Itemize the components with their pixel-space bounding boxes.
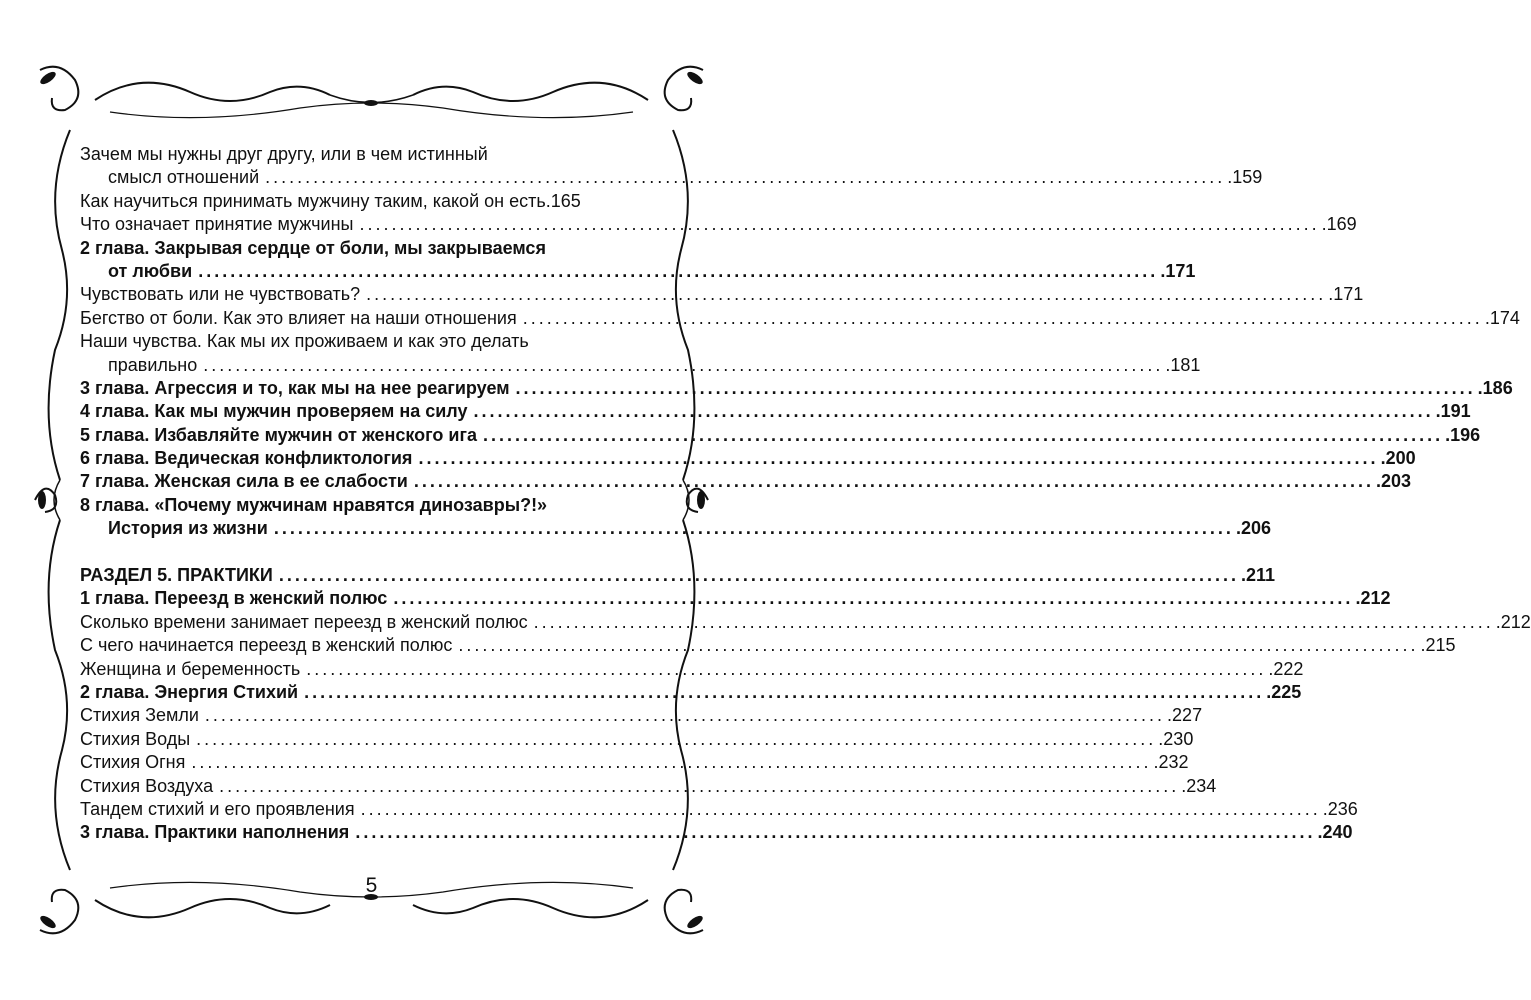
toc-leader-dots: ........................................................................................................................ <box>458 635 1419 656</box>
toc-leader-dots: ........................................................................................................................ <box>533 611 1494 632</box>
toc-entry-title: Что означает принятие мужчины <box>80 214 354 235</box>
toc-leader-dots: ........................................................................................................................ <box>366 284 1327 305</box>
toc-entry-title: 4 глава. Как мы мужчин проверяем на силу <box>80 401 468 422</box>
toc-entry <box>80 260 1196 283</box>
toc-entry <box>80 237 585 260</box>
toc-entry-title: 7 глава. Женская сила в ее слабости <box>80 471 408 492</box>
toc-entry <box>80 751 1189 774</box>
toc-leader-dots: ........................................................................................................................ <box>413 471 1374 492</box>
toc-entry-page: .212 <box>1355 588 1391 609</box>
toc-entry-page: .236 <box>1322 798 1358 819</box>
toc-entry-title: 1 глава. Переезд в женский полюс <box>80 588 388 609</box>
toc-entry-title: Стихия Земли <box>80 705 199 726</box>
toc-leader-dots: ........................................................................................................................ <box>393 588 1354 609</box>
toc-leader-dots: ........................................................................................................................ <box>306 658 1267 679</box>
toc-entry <box>80 564 1275 587</box>
toc-entry-page: .211 <box>1240 565 1275 586</box>
toc-entry <box>80 798 1358 821</box>
toc-entry-title: Стихия Воздуха <box>80 775 214 796</box>
toc-entry-title: Наши чувства. Как мы их проживаем и как это делать <box>80 331 529 352</box>
toc-entry-title: 3 глава. Практики наполнения <box>80 822 350 843</box>
toc-leader-dots: ........................................................................................................................ <box>219 775 1180 796</box>
toc-entry-page: .230 <box>1158 728 1194 749</box>
toc-leader-dots: ........................................................................................................................ <box>522 307 1483 328</box>
toc-entry <box>80 307 1520 330</box>
toc-entry <box>80 330 585 353</box>
toc-entry-title: 8 глава. «Почему мужчинам нравятся динозавры?!» <box>80 494 548 515</box>
toc-leader-dots: ........................................................................................................................ <box>198 260 1159 281</box>
toc-leader-dots: ........................................................................................................................ <box>473 401 1434 422</box>
toc-leader-dots: ........................................................................................................................ <box>515 377 1476 398</box>
toc-entry-title: Тандем стихий и его проявления <box>80 798 355 819</box>
toc-entry <box>80 658 1304 681</box>
toc-entry-page: .227 <box>1167 705 1203 726</box>
toc-entry-title: Чувствовать или не чувствовать? <box>80 284 361 305</box>
toc-entry-title: Сколько времени занимает переезд в женский полюс <box>80 611 528 632</box>
page-number: 5 <box>365 874 378 897</box>
toc-entry-title: правильно <box>108 354 198 375</box>
toc-entry <box>80 143 585 166</box>
toc-entry <box>80 424 1481 447</box>
toc-leader-dots: ........................................................................................................................ <box>278 565 1239 586</box>
toc-entry-page: .181 <box>1165 354 1201 375</box>
toc-entry-page: .203 <box>1376 471 1412 492</box>
toc-leader-dots: ........................................................................................................................ <box>273 518 1234 539</box>
toc-entry-title: Стихия Огня <box>80 752 186 773</box>
toc-entry-title: С чего начинается переезд в женский полюс <box>80 635 453 656</box>
toc-entry <box>80 821 1353 844</box>
section-gap <box>80 541 585 564</box>
toc-entry-page: .206 <box>1235 518 1271 539</box>
toc-entry <box>80 517 1271 540</box>
toc-entry-page: .171 <box>1328 284 1364 305</box>
toc-entry-title: 2 глава. Закрывая сердце от боли, мы закрываемся <box>80 237 546 258</box>
toc-entry <box>80 494 585 517</box>
toc-entry-title: 6 глава. Ведическая конфликтология <box>80 448 413 469</box>
toc-entry <box>80 775 1217 798</box>
toc-leader-dots: ........................................................................................................................ <box>355 822 1316 843</box>
table-of-contents <box>80 143 1531 845</box>
toc-entry-page: .186 <box>1477 377 1513 398</box>
toc-entry-page: .174 <box>1484 307 1520 328</box>
toc-entry-title: Зачем мы нужны друг другу, или в чем истинный <box>80 144 488 164</box>
toc-entry <box>80 354 1201 377</box>
toc-leader-dots: ........................................................................................................................ <box>360 798 1321 819</box>
toc-entry-title: 2 глава. Энергия Стихий <box>80 681 299 702</box>
toc-entry <box>80 634 1456 657</box>
toc-entry <box>80 190 585 213</box>
toc-entry-page: .222 <box>1268 658 1304 679</box>
toc-entry-page: .232 <box>1153 752 1189 773</box>
toc-entry-page: .200 <box>1380 448 1416 469</box>
toc-entry-title: История из жизни <box>108 518 268 539</box>
toc-entry <box>80 704 1203 727</box>
toc-entry-page: .191 <box>1435 401 1471 422</box>
toc-entry <box>80 377 1513 400</box>
toc-entry-title: Женщина и беременность <box>80 658 301 679</box>
toc-entry <box>80 587 1391 610</box>
toc-leader-dots: ........................................................................................................................ <box>304 681 1265 702</box>
toc-entry-title: от любви <box>108 260 193 281</box>
toc-entry-page: .240 <box>1317 822 1353 843</box>
toc-entry-page: .215 <box>1420 635 1456 656</box>
toc-entry-page: .212 <box>1495 611 1531 632</box>
toc-entry-title: РАЗДЕЛ 5. ПРАКТИКИ <box>80 565 273 586</box>
toc-leader-dots: ........................................................................................................................ <box>204 705 1166 726</box>
toc-entry-page: .225 <box>1266 681 1302 702</box>
toc-entry-title: смысл отношений <box>108 167 260 188</box>
toc-entry-page: .196 <box>1445 424 1481 445</box>
toc-entry-page: .165 <box>545 190 581 211</box>
toc-entry <box>80 447 1416 470</box>
toc-leader-dots: ........................................................................................................................ <box>482 424 1444 445</box>
toc-entry-title: 5 глава. Избавляйте мужчин от женского ига <box>80 424 477 445</box>
toc-entry <box>80 611 1531 634</box>
toc-leader-dots: ........................................................................................................................ <box>359 214 1320 235</box>
toc-entry-title: 3 глава. Агрессия и то, как мы на нее реагируем <box>80 377 510 398</box>
toc-leader-dots: ........................................................................................................................ <box>203 354 1164 375</box>
toc-entry-page: .159 <box>1227 167 1263 188</box>
toc-entry <box>80 400 1471 423</box>
toc-entry <box>80 681 1302 704</box>
toc-entry-title: Стихия Воды <box>80 728 191 749</box>
toc-entry <box>80 470 1412 493</box>
toc-entry-page: .234 <box>1181 775 1217 796</box>
toc-leader-dots: ........................................................................................................................ <box>418 448 1379 469</box>
toc-entry <box>80 213 1357 236</box>
toc-entry <box>80 728 1194 751</box>
toc-leader-dots: ........................................................................................................................ <box>191 752 1152 773</box>
toc-leader-dots: ........................................................................................................................ <box>265 167 1226 188</box>
toc-entry-page: .171 <box>1160 260 1196 281</box>
toc-entry <box>80 166 1263 189</box>
toc-entry-title: Как научиться принимать мужчину таким, какой он есть <box>80 190 546 211</box>
toc-entry <box>80 283 1364 306</box>
toc-leader-dots: ........................................................................................................................ <box>196 728 1157 749</box>
toc-entry-page: .169 <box>1321 214 1357 235</box>
toc-entry-title: Бегство от боли. Как это влияет на наши отношения <box>80 307 517 328</box>
